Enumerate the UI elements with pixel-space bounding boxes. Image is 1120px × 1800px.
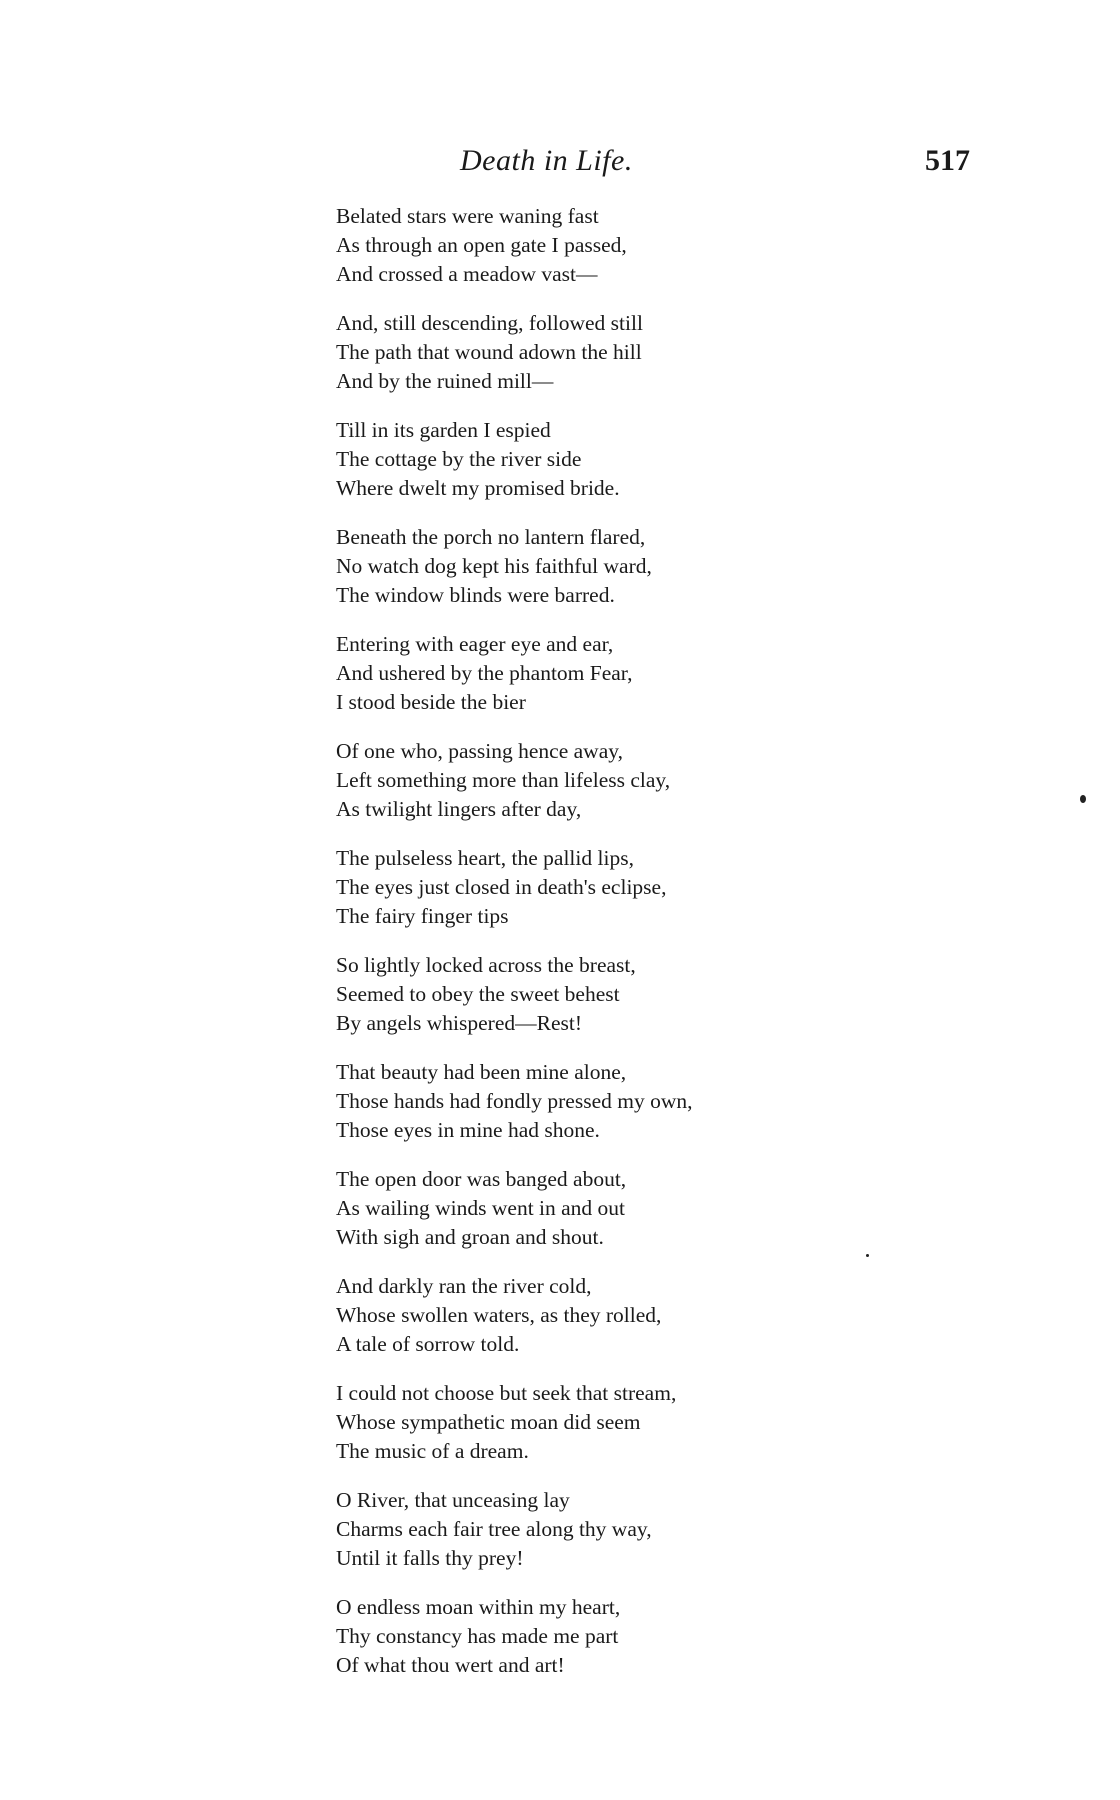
poem-line: And ushered by the phantom Fear, [336,661,633,685]
poem-line: No watch dog kept his faithful ward, [336,554,652,578]
poem-line: Whose sympathetic moan did seem [336,1410,641,1434]
poem-line: That beauty had been mine alone, [336,1060,627,1084]
poem-line: Seemed to obey the sweet behest [336,982,620,1006]
poem-line: As twilight lingers after day, [336,797,582,821]
stanza [336,951,856,1038]
page-title: Death in Life. [460,144,633,177]
stanza [336,1058,856,1145]
poem-line: O River, that unceasing lay [336,1488,570,1512]
stanza [336,202,856,289]
poem-line: O endless moan within my heart, [336,1595,621,1619]
poem-line: Beneath the porch no lantern flared, [336,525,646,549]
poem-line: Those eyes in mine had shone. [336,1118,600,1142]
poem-line: The music of a dream. [336,1439,529,1463]
page-number: 517 [925,144,970,177]
poem-line: And darkly ran the river cold, [336,1274,592,1298]
poem-line: And crossed a meadow vast— [336,262,598,286]
stanza [336,523,856,610]
poem-line: Belated stars were waning fast [336,204,599,228]
poem-line: Left something more than lifeless clay, [336,768,671,792]
stanza [336,1593,856,1680]
poem-line: Entering with eager eye and ear, [336,632,614,656]
poem-line: The path that wound adown the hill [336,340,642,364]
stanza [336,1379,856,1466]
ink-speck [866,1254,869,1257]
poem-line: By angels whispered—Rest! [336,1011,583,1035]
poem-line: I stood beside the bier [336,690,526,714]
poem-line: As through an open gate I passed, [336,233,627,257]
poem-line: The fairy finger tips [336,904,509,928]
poem-line: The cottage by the river side [336,447,582,471]
poem-line: Of what thou wert and art! [336,1653,565,1677]
poem-line: Those hands had fondly pressed my own, [336,1089,693,1113]
stanza [336,416,856,503]
stanza [336,630,856,717]
poem-line: Where dwelt my promised bride. [336,476,620,500]
poem-line: Whose swollen waters, as they rolled, [336,1303,662,1327]
poem-line: Until it falls thy prey! [336,1546,524,1570]
poem-line: The window blinds were barred. [336,583,615,607]
stanza [336,844,856,931]
poem-line: Thy constancy has made me part [336,1624,619,1648]
poem-line: Till in its garden I espied [336,418,551,442]
poem-line: As wailing winds went in and out [336,1196,626,1220]
stanza [336,1272,856,1359]
poem-line: With sigh and groan and shout. [336,1225,604,1249]
poem-line: The open door was banged about, [336,1167,627,1191]
running-head [340,144,970,184]
poem-line: The eyes just closed in death's eclipse, [336,875,667,899]
ink-speck [1080,795,1086,803]
poem-line: The pulseless heart, the pallid lips, [336,846,634,870]
poem-line: And by the ruined mill— [336,369,554,393]
stanza [336,1486,856,1573]
poem-line: Charms each fair tree along thy way, [336,1517,652,1541]
poem [336,202,856,1700]
poem-line: And, still descending, followed still [336,311,643,335]
stanza [336,737,856,824]
poem-line: I could not choose but seek that stream, [336,1381,677,1405]
poem-line: A tale of sorrow told. [336,1332,520,1356]
stanza [336,309,856,396]
poem-line: So lightly locked across the breast, [336,953,636,977]
stanza [336,1165,856,1252]
poem-line: Of one who, passing hence away, [336,739,623,763]
